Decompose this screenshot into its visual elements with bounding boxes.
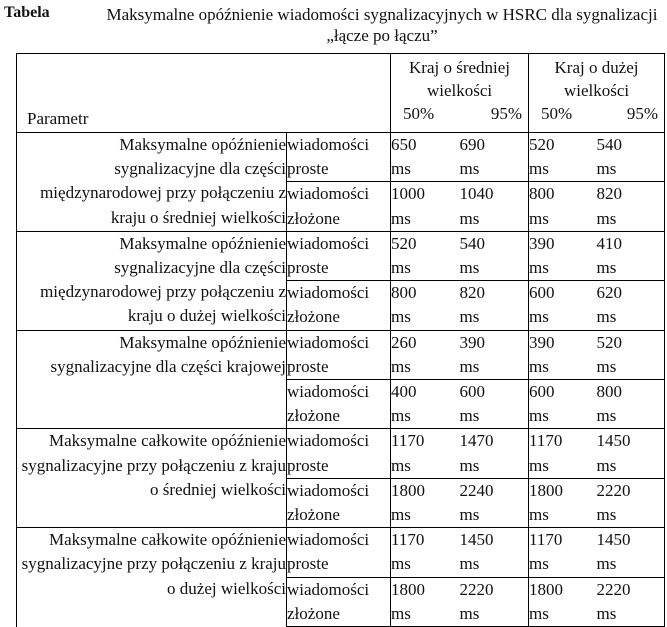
delay-unit: ms [529,356,549,376]
delay-unit: ms [596,406,617,426]
delay-unit: ms [391,406,411,426]
header-percentile-95: 95% [490,104,523,123]
delay-value-cell [460,380,529,429]
delay-value-cell [391,133,460,182]
delay-value: 390 [459,332,486,352]
delay-value: 620 [596,283,623,303]
delay-unit: ms [459,208,480,228]
delay-value: 800 [391,283,417,303]
delay-unit: ms [529,258,549,278]
table-row [17,528,665,577]
delay-value-cell [597,478,665,527]
delay-unit: ms [459,554,480,574]
delay-value: 1170 [529,530,563,550]
message-type-cell: wiadomości złożone [287,182,391,231]
delay-value: 2240 [459,480,494,500]
header-percentile-95: 95% [626,104,659,123]
delay-value-cell [529,478,597,527]
header-country-medium-label: Kraj o średniej wielkości [409,58,511,100]
message-type-cell: wiadomości złożone [287,281,391,330]
delay-unit: ms [459,603,480,623]
delay-unit: ms [459,258,480,278]
delay-value: 1800 [391,579,426,599]
delay-unit: ms [391,554,411,574]
table-caption [4,4,664,48]
parameter-cell: Maksymalne opóźnienie sygnalizacyjne dla części krajowej [17,330,287,429]
delay-value: 390 [529,233,555,253]
delay-value: 1170 [391,530,425,550]
table-row [17,133,665,182]
delay-value-cell [391,182,460,231]
delay-value: 820 [596,184,623,204]
delay-unit: ms [391,603,411,623]
delay-unit: ms [391,208,411,228]
delay-value: 390 [529,332,555,352]
table-row [17,330,665,379]
delay-value: 650 [391,135,417,154]
delay-value: 1040 [459,184,494,204]
parameter-cell: Maksymalne całkowite opóźnienie sygnalizacyjne przy połączeniu z kraju o średniej wielkości [17,429,287,528]
delay-unit: ms [529,603,549,623]
delay-unit: ms [529,307,549,327]
delay-value: 260 [391,332,417,352]
delay-value-cell [529,182,597,231]
delay-value: 1800 [391,480,426,500]
delay-value-cell [597,528,665,577]
delay-value-cell [391,528,460,577]
delay-value: 1000 [391,184,426,204]
table-row [17,231,665,280]
delay-unit: ms [459,455,480,475]
delay-value-cell [529,133,597,182]
delay-value-cell [529,577,597,626]
delay-value-cell [529,231,597,280]
delay-unit: ms [596,603,617,623]
delay-value-cell [460,330,529,379]
delay-unit: ms [529,455,549,475]
delay-value-cell [391,330,460,379]
delay-value-cell [460,429,529,478]
header-percentile-50: 50% [541,104,573,123]
delay-value-cell [460,231,529,280]
delay-value: 1800 [529,579,564,599]
delay-value-cell [597,330,665,379]
parameter-cell: Maksymalne opóźnienie sygnalizacyjne dla części międzynarodowej przy połączeniu z kraju o dużej wielkości [17,231,287,330]
delay-value-cell [391,380,460,429]
delay-value: 540 [459,233,486,253]
delay-unit: ms [459,406,480,426]
delay-value: 1450 [596,431,631,451]
delay-value: 2220 [596,480,631,500]
delay-unit: ms [459,356,480,376]
message-type-cell: wiadomości proste [287,133,391,182]
message-type-cell: wiadomości proste [287,231,391,280]
delay-unit: ms [596,159,617,179]
delay-unit: ms [391,356,411,376]
delay-value-cell [529,528,597,577]
header-country-medium [391,54,529,133]
header-parameter: Parametr [17,54,391,133]
delay-unit: ms [459,505,480,525]
delay-value: 1170 [391,431,425,451]
delay-value: 540 [596,135,623,154]
delay-value: 520 [391,233,417,253]
header-row [17,54,665,133]
delay-value: 400 [391,382,417,402]
delay-value-cell [460,281,529,330]
delay-unit: ms [596,356,617,376]
delay-value-cell [391,281,460,330]
delay-value-cell [597,133,665,182]
delay-unit: ms [596,307,617,327]
delay-value: 520 [596,332,623,352]
caption-label: Tabela [4,4,50,21]
delay-value: 1800 [529,480,564,500]
delay-value: 1170 [529,431,563,451]
message-type-cell: wiadomości złożone [287,478,391,527]
delay-value: 600 [529,283,555,303]
delay-unit: ms [459,159,480,179]
delay-unit: ms [529,159,549,179]
delay-value-cell [391,231,460,280]
delay-value: 600 [459,382,486,402]
delay-value-cell [597,577,665,626]
delay-value: 690 [459,135,486,154]
delay-value: 1450 [459,530,494,550]
delay-value-cell [529,281,597,330]
delay-value-cell [460,478,529,527]
delay-value-cell [460,133,529,182]
delay-value-cell [529,429,597,478]
delay-unit: ms [596,554,617,574]
delay-value-cell [529,330,597,379]
delay-value-cell [597,182,665,231]
delay-value-cell [597,429,665,478]
delay-value-cell [597,380,665,429]
delay-unit: ms [596,208,617,228]
message-type-cell: wiadomości proste [287,528,391,577]
delay-value-cell [460,577,529,626]
delay-value: 2220 [596,579,631,599]
delay-value: 2220 [459,579,494,599]
message-type-cell: wiadomości proste [287,429,391,478]
delay-value: 800 [529,184,555,204]
signaling-delay-table [16,53,665,627]
delay-value: 1450 [596,530,631,550]
delay-unit: ms [391,307,411,327]
message-type-cell: wiadomości złożone [287,380,391,429]
delay-value: 410 [596,233,623,253]
header-percentile-50: 50% [403,104,435,123]
delay-unit: ms [391,159,411,179]
message-type-cell: wiadomości złożone [287,577,391,626]
delay-unit: ms [391,505,411,525]
delay-unit: ms [596,258,617,278]
header-country-large [529,54,665,133]
delay-value-cell [460,528,529,577]
delay-unit: ms [529,208,549,228]
delay-value-cell [391,429,460,478]
delay-value-cell [391,478,460,527]
table-row [17,429,665,478]
delay-value: 600 [529,382,555,402]
delay-value-cell [460,182,529,231]
delay-unit: ms [529,554,549,574]
delay-value-cell [529,380,597,429]
caption-title: Maksymalne opóźnienie wiadomości sygnalizacyjnych w HSRC dla sygnalizacji „łącze po łączu” [106,5,658,45]
message-type-cell: wiadomości proste [287,330,391,379]
delay-value: 520 [529,135,555,154]
header-country-large-label: Kraj o dużej wielkości [554,58,639,100]
delay-unit: ms [596,505,617,525]
delay-unit: ms [596,455,617,475]
delay-unit: ms [391,258,411,278]
parameter-cell: Maksymalne całkowite opóźnienie sygnalizacyjne przy połączeniu z kraju o dużej wielkości [17,528,287,627]
delay-value-cell [597,281,665,330]
delay-unit: ms [459,307,480,327]
delay-value: 820 [459,283,486,303]
delay-unit: ms [529,406,549,426]
delay-unit: ms [529,505,549,525]
delay-value: 1470 [459,431,494,451]
delay-value-cell [597,231,665,280]
delay-unit: ms [391,455,411,475]
parameter-cell: Maksymalne opóźnienie sygnalizacyjne dla części międzynarodowej przy połączeniu z kraju o średniej wielkości [17,133,287,232]
delay-value: 800 [596,382,623,402]
delay-value-cell [391,577,460,626]
